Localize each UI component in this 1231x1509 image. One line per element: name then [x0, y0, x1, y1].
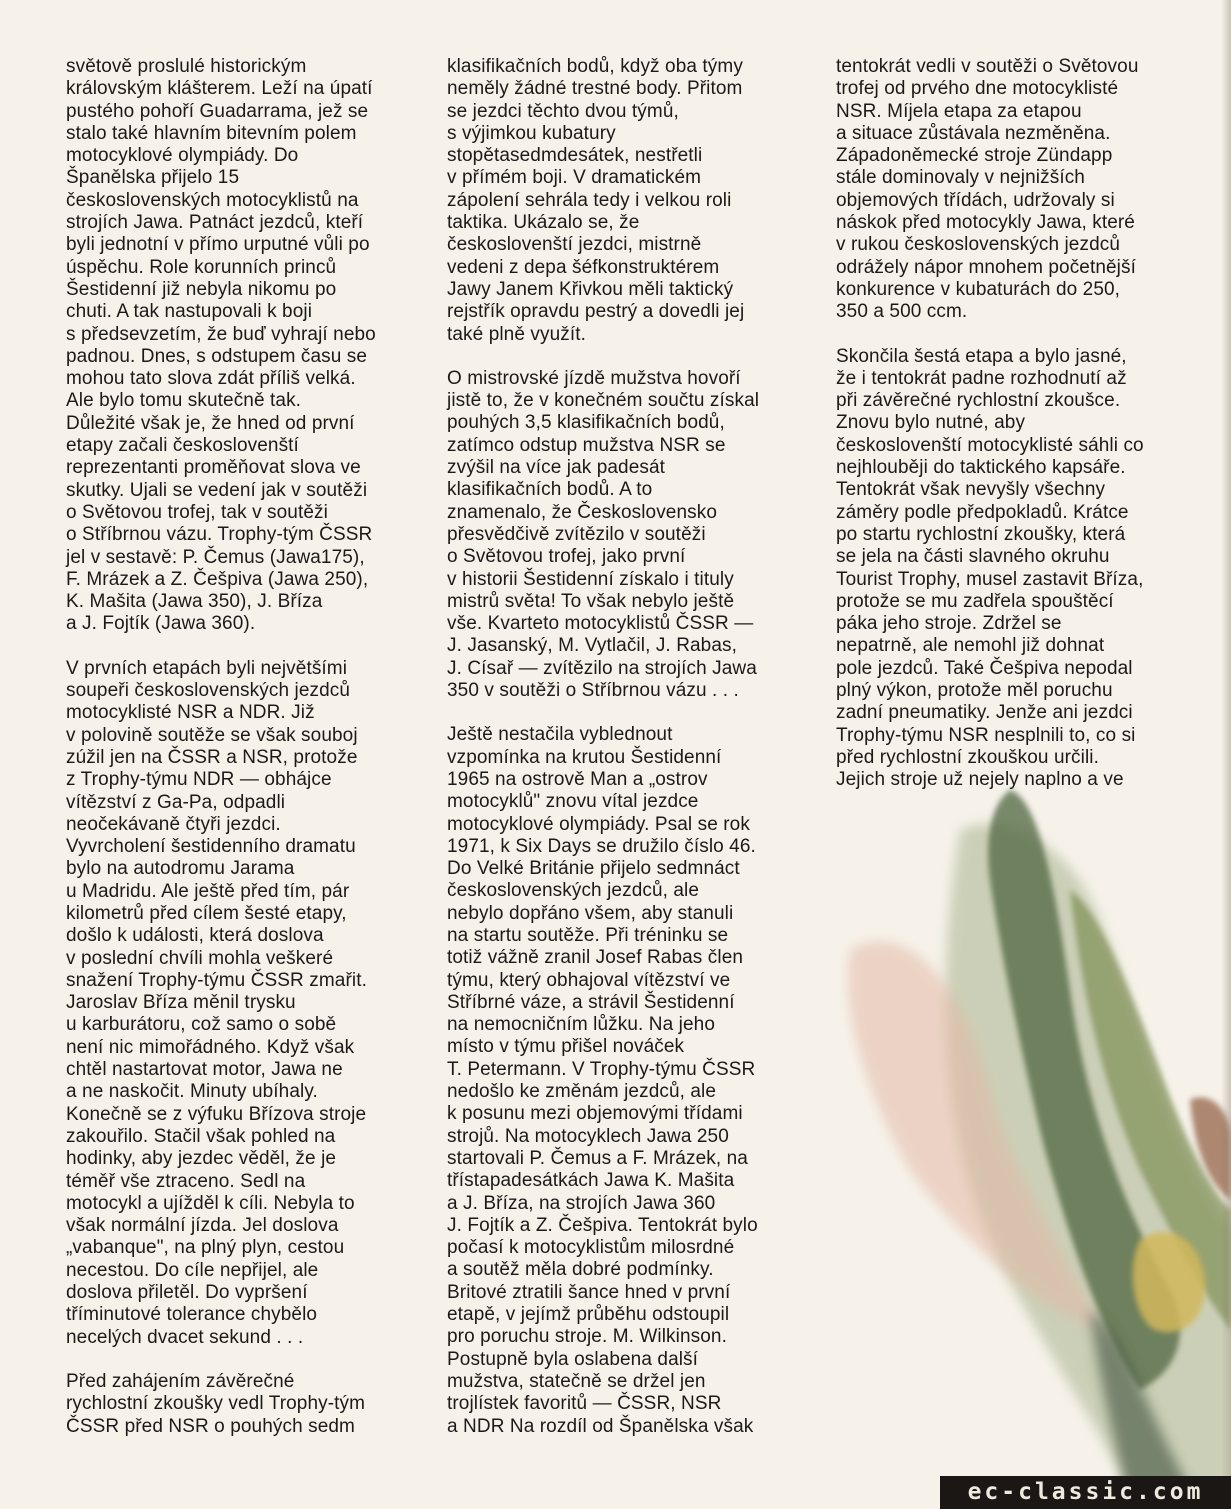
text-line: se jela na části slavného okruhu	[836, 546, 1110, 568]
text-line: a J. Fojtík (Jawa 360).	[66, 613, 256, 635]
text-line: reprezentanti proměňovat slova ve	[66, 457, 361, 479]
text-line: klasifikačních bodů. A to	[447, 479, 653, 501]
text-line: T. Petermann. V Trophy-týmu ČSSR	[447, 1058, 756, 1080]
text-line: J. Jasanský, M. Vytlačil, J. Rabas,	[447, 635, 737, 657]
text-line: Znovu bylo nutné, aby	[836, 412, 1026, 434]
text-line: s výjimkou kubatury	[447, 122, 616, 144]
text-line: v polovině soutěže se však souboj	[66, 724, 358, 746]
text-line: s předsevzetím, že buď vyhrají nebo	[66, 323, 376, 345]
text-line: totiž vážně zranil Josef Rabas člen	[447, 947, 744, 969]
text-line: že i tentokrát padne rozhodnutí až	[836, 367, 1127, 389]
watercolor-illustration	[840, 770, 1231, 1509]
text-line: klasifikačních bodů, když oba týmy	[447, 56, 743, 77]
paragraph	[447, 368, 819, 702]
text-line: nepatrně, ale nemohl již dohnat	[836, 635, 1105, 657]
text-line: bylo na autodromu Jarama	[66, 858, 295, 880]
text-line: Vyvrcholení šestidenního dramatu	[66, 836, 356, 858]
text-line: rejstřík opravdu pestrý a dovedli jej	[447, 301, 745, 323]
text-line: na nemocničním lůžku. Na jeho	[447, 1014, 715, 1036]
text-line: kilometrů před cílem šesté etapy,	[66, 902, 347, 924]
text-line: Důležité však je, že hned od první	[66, 412, 355, 434]
text-line: stále dominovaly v nejnižších	[836, 167, 1085, 189]
text-line: o Světovou trofej, tak v soutěži	[66, 501, 328, 523]
text-line: zadní pneumatiky. Jenže ani jezdci	[836, 702, 1133, 724]
text-line: konkurence v kubaturách do 250,	[836, 278, 1121, 300]
paragraph	[447, 56, 819, 346]
text-line: zúžil jen na ČSSR a NSR, protože	[66, 746, 358, 768]
text-line: chuti. A tak nastupovali k boji	[66, 301, 313, 323]
text-line: došlo k události, která doslova	[66, 925, 324, 947]
text-line: zatímco odstup mužstva NSR se	[447, 434, 726, 456]
text-line: však normální jízda. Jel doslova	[66, 1215, 339, 1237]
text-line: objemových třídách, udržovaly si	[836, 189, 1115, 211]
text-line: V prvních etapách byli největšími	[66, 657, 348, 679]
text-line: zvýšil na více jak padesát	[447, 457, 666, 479]
paragraph	[836, 56, 1204, 324]
text-line: snažení Trophy-týmu ČSSR zmařit.	[66, 969, 367, 991]
page-edge-shadow	[1221, 0, 1231, 1509]
text-line: 350 v soutěži o Stříbrnou vázu . . .	[447, 680, 739, 702]
paragraph	[66, 658, 428, 1349]
text-line: trojlístek favoritů — ČSSR, NSR	[447, 1393, 722, 1415]
text-line: a NDR Na rozdíl od Španělska však	[447, 1415, 754, 1437]
text-line: Západoněmecké stroje Zündapp	[836, 145, 1113, 167]
text-line: Britové ztratili šance hned v první	[447, 1281, 731, 1303]
text-line: přesvědčivě zvítězilo v soutěži	[447, 523, 706, 545]
text-line: pole jezdců. Také Češpiva nepodal	[836, 657, 1133, 679]
text-line: před rychlostní zkouškou určili.	[836, 746, 1099, 768]
text-line: soupeři československých jezdců	[66, 680, 351, 702]
text-line: strojích Jawa. Patnáct jezdců, kteří	[66, 212, 364, 234]
text-line: NSR. Míjela etapa za etapou	[836, 100, 1082, 122]
text-line: Tourist Trophy, musel zastavit Bříza,	[836, 568, 1144, 590]
text-line: motocykl a ujížděl k cíli. Nebyla to	[66, 1192, 355, 1214]
text-line: taktika. Ukázalo se, že	[447, 212, 640, 234]
text-line: Jawy Janem Křivkou měli taktický	[447, 278, 734, 300]
text-line: tříminutové tolerance chybělo	[66, 1304, 318, 1326]
text-line: jel v sestavě: P. Čemus (Jawa175),	[66, 546, 365, 568]
paragraph-gap	[836, 324, 1204, 346]
text-line: J. Fojtík a Z. Češpiva. Tentokrát bylo	[447, 1214, 758, 1236]
text-line: Tentokrát však nevyšly všechny	[836, 479, 1106, 501]
text-line: téměř vše ztraceno. Sedl na	[66, 1170, 306, 1192]
text-line: F. Mrázek a Z. Češpiva (Jawa 250),	[66, 568, 369, 590]
text-line: Šestidenní již nebyla nikomu po	[66, 278, 337, 300]
paragraph	[447, 724, 819, 1438]
text-line: O mistrovské jízdě mužstva hovoří	[447, 367, 741, 389]
text-line: motocyklové olympiády. Do	[66, 145, 299, 167]
text-line: Před zahájením závěrečné	[66, 1370, 295, 1392]
text-line: k posunu mezi objemovými třídami	[447, 1103, 743, 1125]
text-line: ČSSR před NSR o pouhých sedm	[66, 1415, 355, 1437]
text-line: protože se mu zadřela spouštěcí	[836, 590, 1114, 612]
text-line: Do Velké Británie přijelo sedmnáct	[447, 858, 740, 880]
text-line: startovali P. Čemus a F. Mrázek, na	[447, 1147, 748, 1169]
text-line: u karburátoru, což samo o sobě	[66, 1014, 337, 1036]
text-line: páka jeho stroje. Zdržel se	[836, 613, 1062, 635]
text-line: stopětasedmdesátek, nestřetli	[447, 145, 703, 167]
text-line: plný výkon, protože měl poruchu	[836, 680, 1113, 702]
text-line: trofej od prvého dne motocyklisté	[836, 78, 1119, 100]
text-line: československých motocyklistů na	[66, 189, 359, 211]
watermark: ec-classic.com	[940, 1476, 1231, 1509]
text-line: padnou. Dnes, s odstupem času se	[66, 345, 368, 367]
text-line: z Trophy-týmu NDR — obhájce	[66, 769, 332, 791]
text-line: etapě, v jejímž průběhu odstoupil	[447, 1304, 730, 1326]
text-line: nejhlouběji do taktického kapsáře.	[836, 457, 1126, 479]
text-line: týmu, který obhajoval vítězství ve	[447, 969, 731, 991]
text-line: vzpomínka na krutou Šestidenní	[447, 746, 722, 768]
text-line: strojů. Na motocyklech Jawa 250	[447, 1125, 729, 1147]
text-line: Jaroslav Bříza měnil trysku	[66, 992, 296, 1014]
text-line: K. Mašita (Jawa 350), J. Bříza	[66, 591, 323, 613]
text-line: záměry podle předpokladů. Krátce	[836, 501, 1129, 523]
text-line: Postupně byla oslabena další	[447, 1348, 699, 1370]
text-line: v poslední chvíli mohla veškeré	[66, 947, 334, 969]
text-line: motocyklové olympiády. Psal se rok	[447, 813, 750, 835]
text-line: motocyklů" znovu vítal jezdce	[447, 791, 699, 813]
text-line: mužstva, statečně se držel jen	[447, 1370, 706, 1392]
text-line: českoslovenští motocyklisté sáhli co	[836, 434, 1144, 456]
text-line: Konečně se z výfuku Břízova stroje	[66, 1103, 367, 1125]
text-line: 1965 na ostrově Man a „ostrov	[447, 768, 708, 790]
text-line: se jezdci těchto dvou týmů,	[447, 100, 679, 122]
text-line: jistě to, že v konečném součtu získal	[447, 390, 760, 412]
text-line: Trophy-týmu NSR nesplnili to, co si	[836, 724, 1136, 746]
text-line: 1971, k Six Days se družilo číslo 46.	[447, 835, 756, 857]
text-line: a soutěž měla dobré podmínky.	[447, 1259, 714, 1281]
text-line: a J. Bříza, na strojích Jawa 360	[447, 1192, 716, 1214]
text-line: vedeni z depa šéfkonstruktérem	[447, 256, 720, 278]
text-line: skutky. Ujali se vedení jak v soutěži	[66, 479, 368, 501]
text-line: u Madridu. Ale ještě před tím, pár	[66, 880, 350, 902]
text-line: o Světovou trofej, jako první	[447, 546, 686, 568]
text-line: a situace zůstávala nezměněna.	[836, 122, 1111, 144]
text-line: doslova přiletěl. Do vypršení	[66, 1282, 308, 1304]
text-line: vítězství z Ga-Pa, odpadli	[66, 791, 286, 813]
text-line: nebylo dopřáno všem, aby stanuli	[447, 902, 734, 924]
text-line: pustého pohoří Guadarrama, jež se	[66, 100, 369, 122]
text-line: 350 a 500 ccm.	[836, 301, 968, 323]
text-line: byli jednotní v přímo urputné vůli po	[66, 234, 370, 256]
text-column-2	[447, 56, 819, 1438]
text-line: neměly žádné trestné body. Přitom	[447, 78, 743, 100]
text-line: místo v týmu přišel nováček	[447, 1036, 685, 1058]
text-line: československých jezdců, ale	[447, 880, 700, 902]
text-line: neočekávaně čtyři jezdci.	[66, 813, 281, 835]
text-line: zápolení sehrála tedy i velkou roli	[447, 189, 732, 211]
text-line: úspěchu. Role korunních princů	[66, 256, 337, 278]
text-line: Jejich stroje už nejely naplno a ve	[836, 769, 1124, 791]
paragraph	[66, 1371, 428, 1438]
text-line: při závěrečné rychlostní zkoušce.	[836, 390, 1121, 412]
text-line: stalo také hlavním bitevním polem	[66, 122, 357, 144]
text-line: etapy začali českoslovenští	[66, 435, 299, 457]
text-line: „vabanque", na plný plyn, cestou	[66, 1237, 345, 1259]
text-line: Skončila šestá etapa a bylo jasné,	[836, 345, 1127, 367]
paragraph-gap	[66, 636, 428, 658]
text-line: Španělska přijelo 15	[66, 167, 240, 189]
text-line: necelých dvacet sekund . . .	[66, 1326, 304, 1348]
text-line: mohou tato slova zdát příliš velká.	[66, 368, 356, 390]
text-line: rychlostní zkoušky vedl Trophy-tým	[66, 1393, 366, 1415]
text-line: není nic mimořádného. Když však	[66, 1036, 355, 1058]
text-line: a ne naskočit. Minuty ubíhaly.	[66, 1081, 318, 1103]
text-line: znamenalo, že Československo	[447, 501, 717, 523]
text-line: tentokrát vedli v soutěži o Světovou	[836, 56, 1139, 77]
text-line: v historii Šestidenní získalo i tituly	[447, 568, 734, 590]
text-line: pouhých 3,5 klasifikačních bodů,	[447, 412, 725, 434]
text-line: nedošlo ke změnám jezdců, ale	[447, 1081, 717, 1103]
text-line: J. Císař — zvítězilo na strojích Jawa	[447, 657, 757, 679]
text-line: v přímém boji. V dramatickém	[447, 167, 702, 189]
text-line: zakouřilo. Stačil však pohled na	[66, 1125, 336, 1147]
text-line: hodinky, aby jezdec věděl, že je	[66, 1148, 337, 1170]
paragraph-gap	[66, 1349, 428, 1371]
text-column-3	[836, 56, 1204, 792]
text-line: chtěl nastartovat motor, Jawa ne	[66, 1059, 343, 1081]
text-line: také plně využít.	[447, 323, 586, 345]
text-line: Ale bylo tomu skutečně tak.	[66, 390, 302, 412]
text-line: po startu rychlostní zkoušky, která	[836, 523, 1126, 545]
text-line: v rukou československých jezdců	[836, 234, 1121, 256]
text-line: královským klášterem. Leží na úpatí	[66, 78, 373, 100]
paragraph	[836, 346, 1204, 792]
text-line: vše. Kvarteto motocyklistů ČSSR —	[447, 613, 754, 635]
paragraph	[66, 56, 428, 636]
text-line: necestou. Do cíle nepřijel, ale	[66, 1259, 319, 1281]
text-line: světově proslulé historickým	[66, 56, 307, 77]
text-column-1	[66, 56, 428, 1438]
text-line: motocyklisté NSR a NDR. Již	[66, 702, 315, 724]
paragraph-gap	[447, 346, 819, 368]
text-line: na startu soutěže. Při tréninku se	[447, 924, 729, 946]
text-line: Ještě nestačila vyblednout	[447, 724, 673, 746]
text-line: mistrů světa! To však nebylo ještě	[447, 590, 735, 612]
text-line: pro poruchu stroje. M. Wilkinson.	[447, 1326, 727, 1348]
text-line: třístapadesátkách Jawa K. Mašita	[447, 1170, 735, 1192]
text-line: Stříbrné váze, a strávil Šestidenní	[447, 991, 735, 1013]
paragraph-gap	[447, 702, 819, 724]
text-line: počasí k motocyklistům milosrdné	[447, 1237, 735, 1259]
text-line: českoslovenští jezdci, mistrně	[447, 234, 702, 256]
text-line: náskok před motocykly Jawa, které	[836, 212, 1135, 234]
text-line: odrážely nápor mnohem početnější	[836, 256, 1136, 278]
text-line: o Stříbrnou vázu. Trophy-tým ČSSR	[66, 524, 373, 546]
